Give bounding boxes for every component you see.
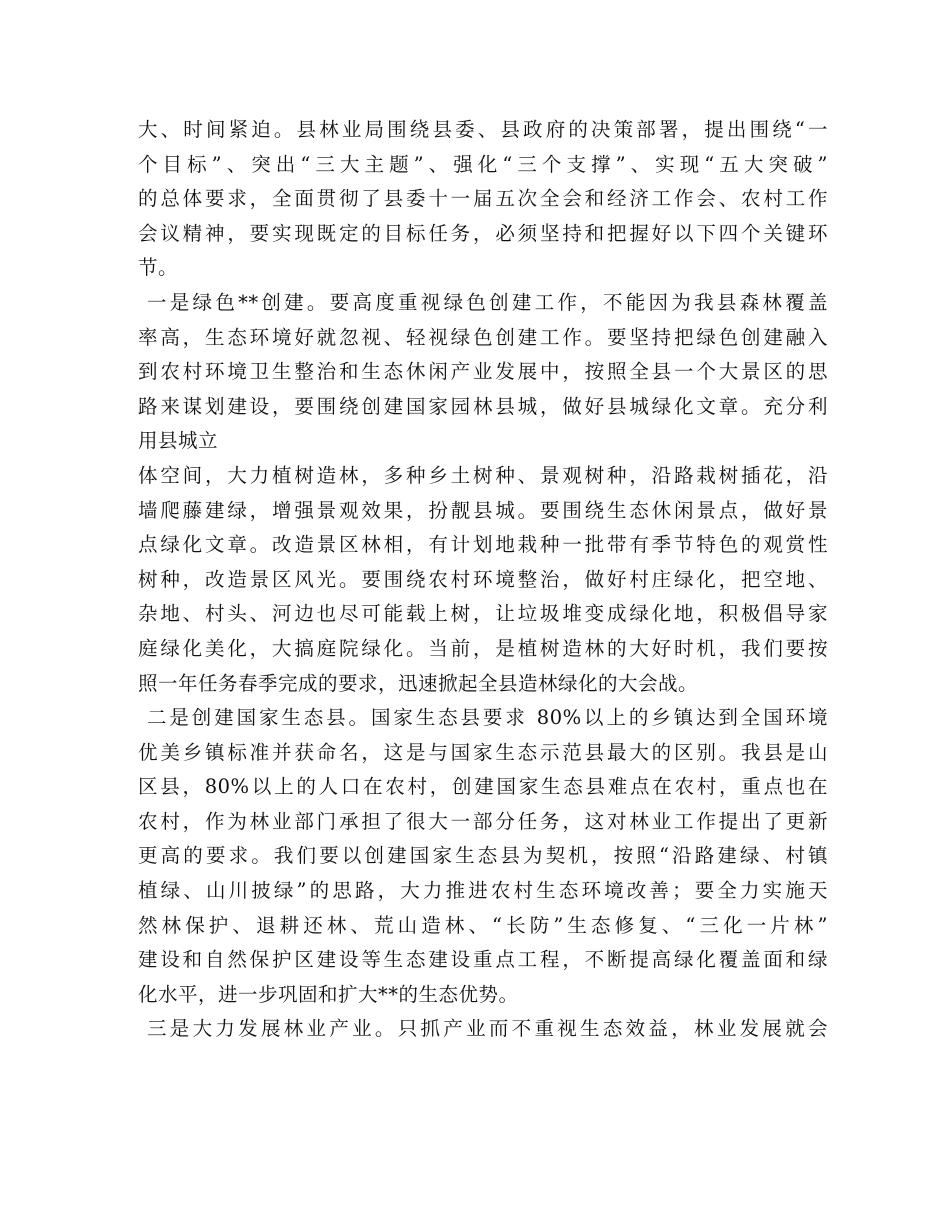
- body-text: [138, 113, 828, 1047]
- text-line: 的总体要求，全面贯彻了县委十一届五次全会和经济工作会、农村工作: [138, 187, 828, 211]
- text-line: 用县城立: [138, 429, 219, 453]
- paragraph-start-line: 二是创建国家生态县。国家生态县要求 80%以上的乡镇达到全国环境: [147, 706, 828, 730]
- text-line: 树种，改造景区风光。要围绕农村环境整治，做好村庄绿化，把空地、: [138, 567, 828, 591]
- text-line: 植绿、山川披绿”的思路，大力推进农村生态环境改善；要全力实施天: [138, 879, 828, 903]
- text-line: 优美乡镇标准并获命名，这是与国家生态示范县最大的区别。我县是山: [138, 740, 828, 764]
- text-line: 庭绿化美化，大搞庭院绿化。当前，是植树造林的大好时机，我们要按: [138, 636, 828, 660]
- paragraph-start-line: 三是大力发展林业产业。只抓产业而不重视生态效益，林业发展就会: [147, 1017, 828, 1041]
- text-line: 路来谋划建设，要围绕创建国家园林县城，做好县城绿化文章。充分利: [138, 394, 828, 418]
- text-line: 到农村环境卫生整治和生态休闲产业发展中，按照全县一个大景区的思: [138, 360, 828, 384]
- text-line: 体空间，大力植树造林，多种乡土树种、景观树种，沿路栽树插花，沿: [138, 463, 828, 487]
- text-line: 会议精神，要实现既定的目标任务，必须坚持和把握好以下四个关键环: [138, 221, 828, 245]
- text-line: 杂地、村头、河边也尽可能载上树，让垃圾堆变成绿化地，积极倡导家: [138, 602, 828, 626]
- text-line: 建设和自然保护区建设等生态建设重点工程，不断提高绿化覆盖面和绿: [138, 948, 828, 972]
- text-line: 节。: [138, 256, 179, 280]
- paragraph-start-line: 一是绿色**创建。要高度重视绿色创建工作，不能因为我县森林覆盖: [147, 290, 828, 314]
- text-line: 然林保护、退耕还林、荒山造林、“长防”生态修复、“三化一片林”: [138, 913, 828, 937]
- text-line: 个目标”、突出“三大主题”、强化“三个支撑”、实现“五大突破”: [138, 152, 828, 176]
- text-line: 更高的要求。我们要以创建国家生态县为契机，按照“沿路建绿、村镇: [138, 844, 828, 868]
- text-line: 大、时间紧迫。县林业局围绕县委、县政府的决策部署，提出围绕“一: [138, 118, 828, 141]
- text-line: 农村，作为林业部门承担了很大一部分任务，这对林业工作提出了更新: [138, 809, 828, 833]
- text-line: 照一年任务春季完成的要求，迅速掀起全县造林绿化的大会战。: [138, 671, 699, 695]
- text-line: 点绿化文章。改造景区林相，有计划地栽种一批带有季节特色的观赏性: [138, 533, 828, 557]
- text-line: 区县，80%以上的人口在农村，创建国家生态县难点在农村，重点也在: [138, 775, 828, 799]
- text-line: 化水平，进一步巩固和扩大**的生态优势。: [138, 982, 519, 1006]
- text-line: 墙爬藤建绿，增强景观效果，扮靓县城。要围绕生态休闲景点，做好景: [138, 498, 828, 522]
- text-line: 率高，生态环境好就忽视、轻视绿色创建工作。要坚持把绿色创建融入: [138, 325, 828, 349]
